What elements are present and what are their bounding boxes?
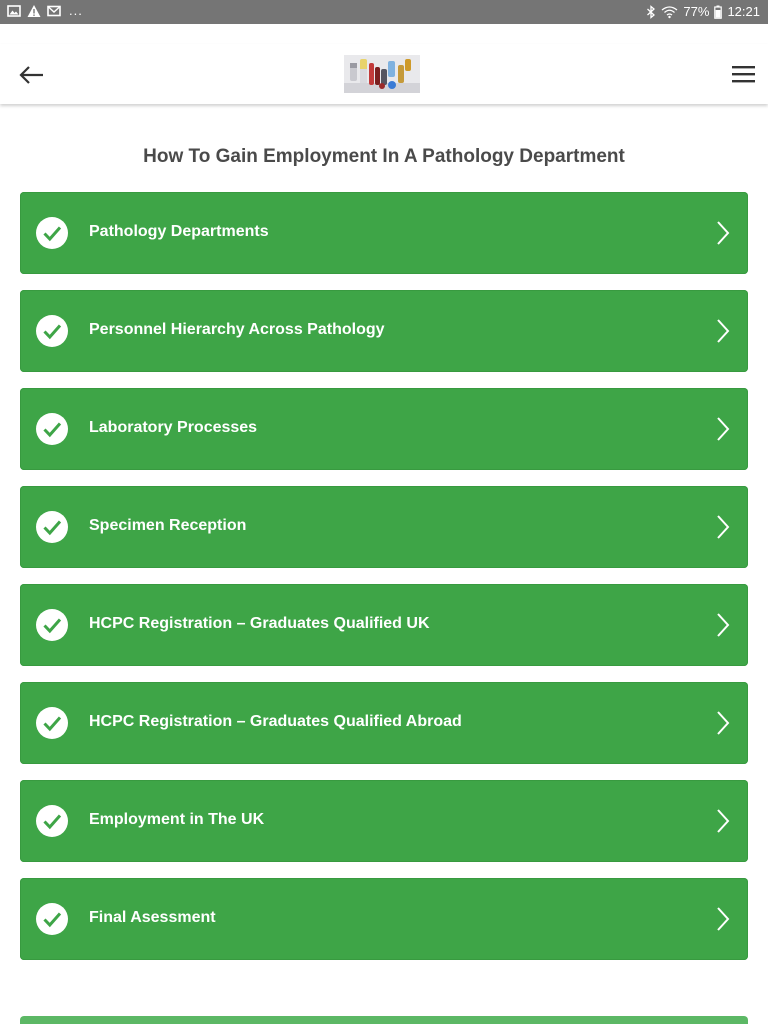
warning-notification-icon [27,4,41,18]
course-section-label: HCPC Registration – Graduates Qualified UK [89,615,430,632]
completed-check-icon [36,217,68,249]
course-section-item[interactable] [20,486,748,568]
course-section-item[interactable] [20,682,748,764]
completed-check-icon [36,315,68,347]
course-section-item[interactable] [20,584,748,666]
course-section-list [20,192,748,976]
chevron-right-icon [714,906,732,932]
app-logo [344,55,420,93]
course-section-label: Employment in The UK [89,811,265,828]
arrow-left-icon [14,60,50,90]
course-section-label: Laboratory Processes [89,419,258,436]
course-section-item[interactable] [20,388,748,470]
app-bar [0,44,768,104]
chevron-right-icon [714,416,732,442]
image-notification-icon [7,4,21,18]
completed-check-icon [36,805,68,837]
course-section-label: HCPC Registration – Graduates Qualified Abroad [89,713,462,730]
completed-check-icon [36,413,68,445]
clock: 12:21 [727,4,760,19]
course-section-item[interactable] [20,780,748,862]
chevron-right-icon [714,710,732,736]
battery-icon [714,5,722,19]
course-section-label: Final Asessment [89,909,216,926]
menu-button[interactable] [728,62,758,88]
battery-percentage: 77% [683,4,710,19]
more-notifications-indicator: ... [69,3,83,18]
back-button[interactable] [14,60,50,90]
chevron-right-icon [714,514,732,540]
chevron-right-icon [714,808,732,834]
mail-notification-icon [47,4,61,18]
chevron-right-icon [714,220,732,246]
status-bar [0,0,768,24]
chevron-right-icon [714,612,732,638]
course-section-item[interactable] [20,878,748,960]
chevron-right-icon [714,318,732,344]
course-section-item[interactable] [20,192,748,274]
bluetooth-icon [646,5,656,19]
completed-check-icon [36,903,68,935]
system-indicators [646,4,760,20]
hamburger-menu-icon [728,62,758,88]
completed-check-icon [36,511,68,543]
course-section-label: Specimen Reception [89,517,247,534]
browser-strip [0,24,768,45]
completed-check-icon [36,609,68,641]
notification-icons [7,4,83,18]
completed-check-icon [36,707,68,739]
next-action-button-partial[interactable] [20,1016,748,1024]
course-section-label: Pathology Departments [89,223,269,240]
page-title: How To Gain Employment In A Pathology Department [143,146,625,167]
course-section-item[interactable] [20,290,748,372]
course-section-label: Personnel Hierarchy Across Pathology [89,321,385,338]
wifi-icon [661,5,678,19]
